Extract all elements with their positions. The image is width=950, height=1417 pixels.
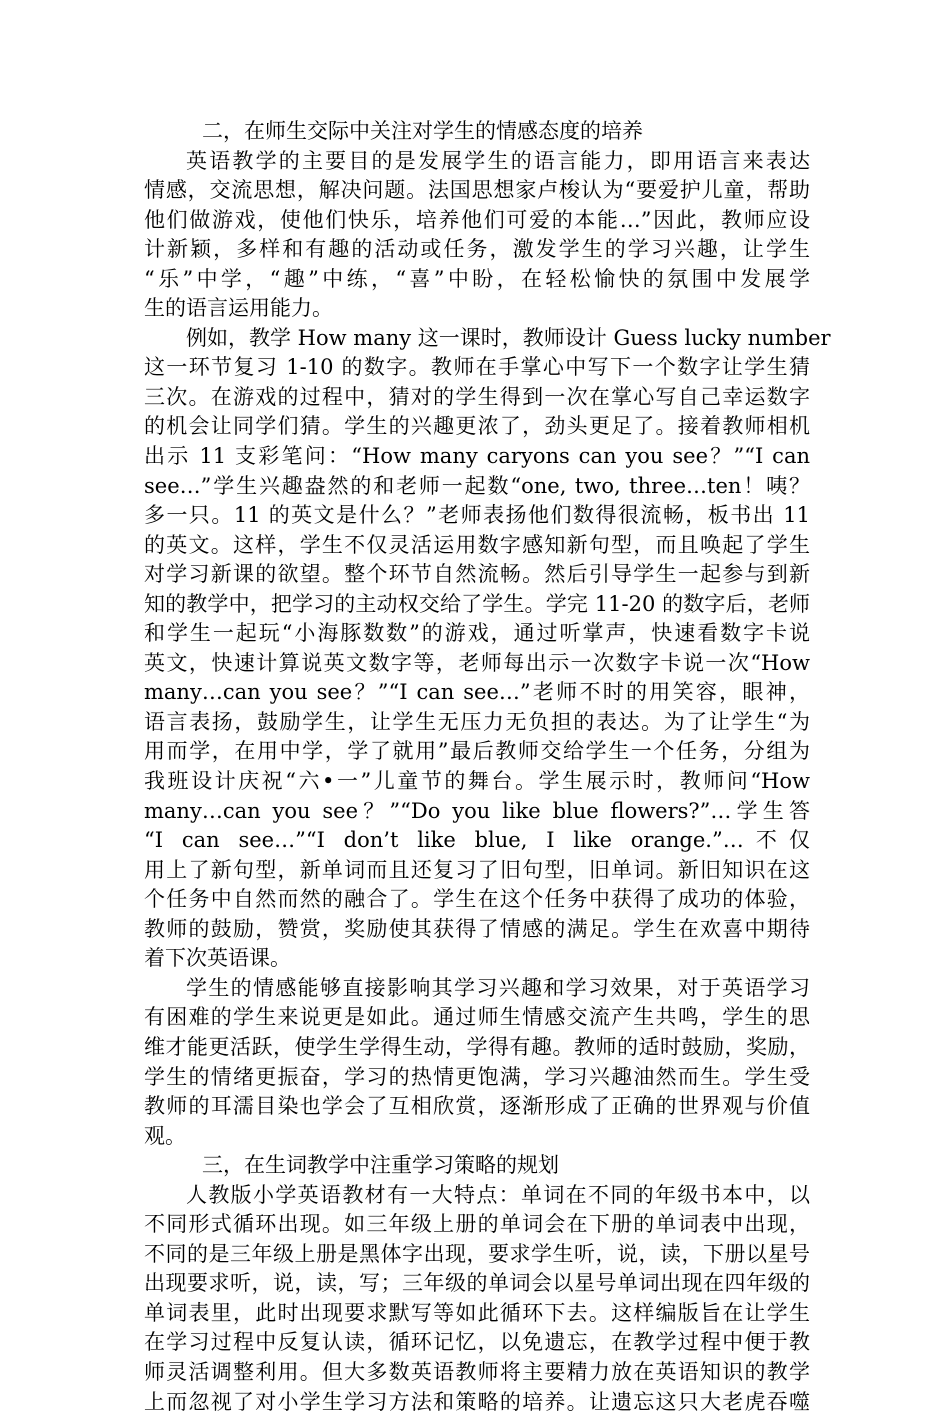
text-line: 这一环节复习 1-10 的数字。教师在手掌心中写下一个数字让学生猜 bbox=[144, 355, 810, 380]
text-line: 不同形式循环出现。如三年级上册的单词会在下册的单词表中出现， bbox=[144, 1212, 810, 1237]
text-line: 的机会让同学们猜。学生的兴趣更浓了，劲头更足了。接着教师相机 bbox=[144, 414, 810, 439]
text-line: 在学习过程中反复认读，循环记忆，以免遗忘，在教学过程中便于教 bbox=[144, 1330, 810, 1355]
text-line: 计新颖，多样和有趣的活动或任务，激发学生的学习兴趣，让学生 bbox=[144, 237, 810, 262]
text-line: “乐”中学，“趣”中练，“喜”中盼，在轻松愉快的氛围中发展学 bbox=[144, 266, 810, 291]
text-line: 英语教学的主要目的是发展学生的语言能力，即用语言来表达 bbox=[186, 148, 810, 173]
text-line: 维才能更活跃，使学生学得生动，学得有趣。教师的适时鼓励，奖励， bbox=[144, 1034, 810, 1059]
text-line: 他们做游戏，使他们快乐，培养他们可爱的本能…”因此，教师应设 bbox=[144, 207, 810, 232]
text-line: many…can you see？”“Do you like blue flowers?”…学生答 bbox=[144, 798, 810, 823]
text-line: 师灵活调整利用。但大多数英语教师将主要精力放在英语知识的教学 bbox=[144, 1359, 810, 1384]
text-line: 的英文。这样，学生不仅灵活运用数字感知新句型，而且唤起了学生 bbox=[144, 532, 810, 557]
text-line: 个任务中自然而然的融合了。学生在这个任务中获得了成功的体验， bbox=[144, 887, 810, 912]
text-line: 不同的是三年级上册是黑体字出现，要求学生听，说，读，下册以星号 bbox=[144, 1241, 810, 1266]
text-line: 我班设计庆祝“六•一”儿童节的舞台。学生展示时，教师问“How bbox=[144, 769, 810, 794]
text-line: 教师的鼓励，赞赏，奖励使其获得了情感的满足。学生在欢喜中期待 bbox=[144, 916, 810, 941]
text-line: 生的语言运用能力。 bbox=[144, 296, 333, 321]
text-line: see…”学生兴趣盎然的和老师一起数“one, two, three…ten！咦？ bbox=[144, 473, 810, 498]
text-line: 英文，快速计算说英文数字等，老师每出示一次数字卡说一次“How bbox=[144, 650, 810, 675]
text-line: 学生的情绪更振奋，学习的热情更饱满，学习兴趣油然而生。学生受 bbox=[144, 1064, 810, 1089]
text-line: many…can you see？”“I can see…”老师不时的用笑容，眼神， bbox=[144, 680, 810, 705]
text-line: 三次。在游戏的过程中，猜对的学生得到一次在掌心写自己幸运数字 bbox=[144, 384, 810, 409]
text-line: 知的教学中，把学习的主动权交给了学生。学完 11-20 的数字后，老师 bbox=[144, 591, 810, 616]
text-line: 有困难的学生来说更是如此。通过师生情感交流产生共鸣，学生的思 bbox=[144, 1005, 810, 1030]
text-line: 多一只。11 的英文是什么？”老师表扬他们数得很流畅，板书出 11 bbox=[144, 503, 810, 528]
document-page bbox=[144, 117, 831, 1417]
text-line: “I can see…”“I don’t like blue, I like orange.”…不仅 bbox=[144, 828, 810, 853]
text-line: 单词表里，此时出现要求默写等如此循环下去。这样编版旨在让学生 bbox=[144, 1300, 810, 1325]
text-line: 出示 11 支彩笔问：“How many caryons can you see？”“I can bbox=[144, 444, 810, 469]
text-line: 上而忽视了对小学生学习方法和策略的培养。让遗忘这只大老虎吞噬 bbox=[144, 1389, 810, 1414]
text-line: 学生的情感能够直接影响其学习兴趣和学习效果，对于英语学习 bbox=[186, 975, 810, 1000]
text-line: 观。 bbox=[144, 1123, 186, 1148]
section-heading: 二，在师生交际中关注对学生的情感态度的培养 bbox=[202, 119, 643, 143]
text-line: 人教版小学英语教材有一大特点：单词在不同的年级书本中，以 bbox=[186, 1182, 810, 1207]
text-line: 用而学，在用中学，学了就用”最后教师交给学生一个任务，分组为 bbox=[144, 739, 810, 764]
text-line: 和学生一起玩“小海豚数数”的游戏，通过听掌声，快速看数字卡说 bbox=[144, 621, 810, 646]
text-line: 教师的耳濡目染也学会了互相欣赏，逐渐形成了正确的世界观与价值 bbox=[144, 1094, 810, 1119]
text-line: 对学习新课的欲望。整个环节自然流畅。然后引导学生一起参与到新 bbox=[144, 562, 810, 587]
text-line: 情感，交流思想，解决问题。法国思想家卢梭认为“要爱护儿童，帮助 bbox=[144, 178, 810, 203]
text-line: 例如，教学 How many 这一课时，教师设计 Guess lucky number bbox=[186, 325, 831, 350]
text-line: 语言表扬，鼓励学生，让学生无压力无负担的表达。为了让学生“为 bbox=[144, 709, 810, 734]
text-line: 着下次英语课。 bbox=[144, 946, 291, 971]
section-heading: 三，在生词教学中注重学习策略的规划 bbox=[202, 1153, 559, 1178]
text-line: 出现要求听，说，读，写；三年级的单词会以星号单词出现在四年级的 bbox=[144, 1271, 810, 1296]
text-line: 用上了新句型，新单词而且还复习了旧句型，旧单词。新旧知识在这 bbox=[144, 857, 810, 882]
